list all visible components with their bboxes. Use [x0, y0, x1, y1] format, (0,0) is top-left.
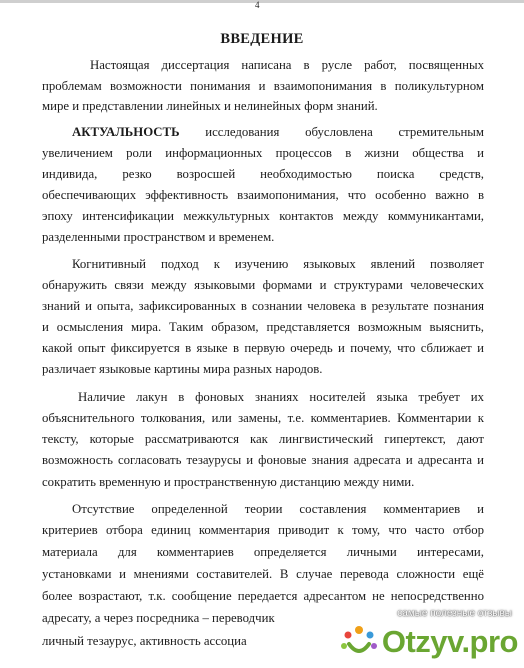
site-watermark[interactable] — [324, 606, 524, 668]
watermark-brand: Otzyv.pro — [381, 624, 518, 659]
text-line: адресату, а через посредника – переводчик — [42, 611, 275, 625]
text-line: обеспечивающих эффективность взаимопонимания, что особенно важно в — [42, 188, 484, 202]
text-line: Отсутствие определенной теории составления комментариев и — [72, 502, 484, 516]
watermark-logo — [336, 622, 518, 662]
text-line: различает языковые картины мира разных народов. — [42, 362, 323, 376]
watermark-tagline: самые полезные отзывы — [397, 608, 512, 619]
text-line: Наличие лакун в фоновых знаниях носителей языка требует их — [78, 390, 484, 404]
page-number: 4 — [255, 0, 260, 10]
scan-border — [0, 0, 524, 3]
text-line: знаний и опыта, зафиксированных в сознании человека в результате познания — [42, 299, 484, 313]
text-line: разделенными пространством и временем. — [42, 230, 275, 244]
text-line: эпоху интенсификации межкультурных контактов между коммуникантами, — [42, 209, 484, 223]
text-line: более возрастают, т.к. сообщение передается адресантом не непосредственно — [42, 589, 484, 603]
emphasis-term: АКТУАЛЬНОСТЬ — [72, 125, 180, 139]
text-line: увеличением роли информационных процессов в жизни общества и — [42, 146, 484, 160]
text-line: установками и мнениями составителей. В случае перевода сложности ещё — [42, 567, 484, 581]
text-line: сократить временную и пространственную дистанцию между ними. — [42, 475, 415, 489]
text-line: какой опыт фиксируется в языке в первую очередь и почему, что сближает и — [42, 341, 484, 355]
text-line: объяснительного толкования, или замены, т.е. комментариев. Комментарии к — [42, 411, 484, 425]
text-line: АКТУАЛЬНОСТЬ исследования обусловлена стремительным — [72, 125, 484, 139]
text-line: материала для комментариев определяется личными интересами, — [42, 545, 484, 559]
text-line: мире и представлении линейных и нелинейных форм знаний. — [42, 99, 378, 113]
text-line: Когнитивный подход к изучению языковых явлений позволяет — [72, 257, 484, 271]
text-line: тексту, которые рассматриваются как лингвистический гипертекст, дают — [42, 432, 484, 446]
text-line: критериев отбора единиц комментария приводит к тому, что часто отбор — [42, 523, 484, 537]
section-heading: ВВЕДЕНИЕ — [220, 31, 304, 47]
otzyv-logo-icon — [336, 622, 382, 662]
text-line: Настоящая диссертация написана в русле работ, посвященных — [90, 58, 484, 72]
text-line: индивида, резко возросшей необходимостью поиска средств, — [42, 167, 484, 181]
text-line: возможность согласовать тезаурусы и фоновые знания адресата и адресанта и — [42, 453, 484, 467]
text-line: личный тезаурус, активность ассоциа — [42, 634, 247, 648]
text-line: проблемам возможности понимания и взаимопонимания в поликультурном — [42, 79, 484, 93]
text-line: и осмысления мира. Таким образом, представляется возможным выяснить, — [42, 320, 484, 334]
text-line: обнаружить связи между языковыми формами и структурами человеческих — [42, 278, 484, 292]
